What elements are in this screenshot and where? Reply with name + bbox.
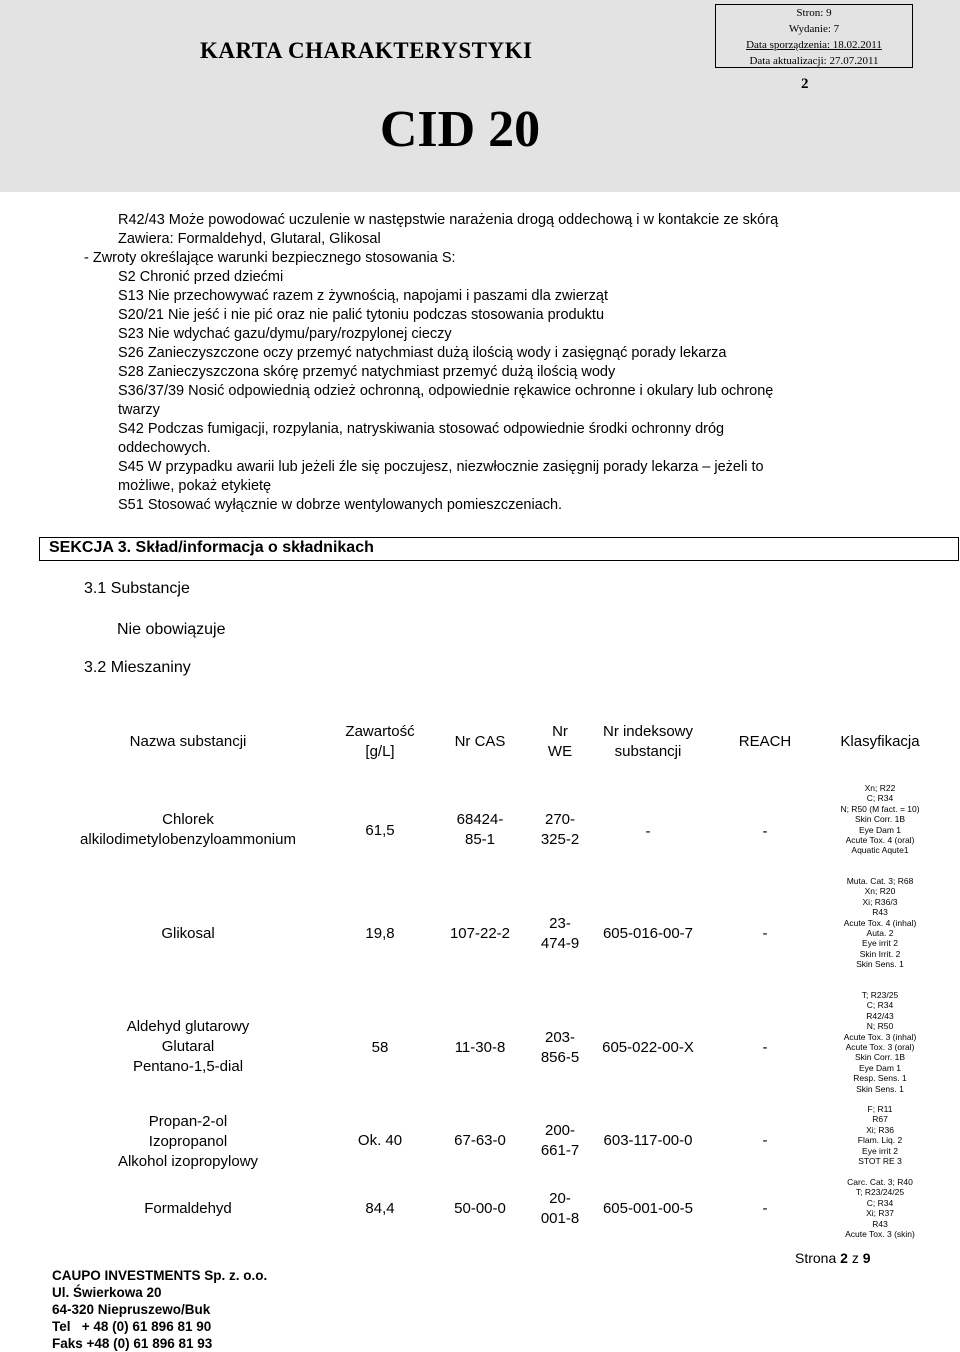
body-line: - Zwroty określające warunki bezpiecznego stosowania S: <box>84 250 456 266</box>
row-3-content: 58 <box>371 1039 389 1056</box>
row-4-name-line: Izopropanol <box>148 1133 228 1150</box>
classification-line: STOT RE 3 <box>858 1156 902 1167</box>
company-city: 64-320 Niepruszewo/Buk <box>52 1302 211 1317</box>
row-3-we-line: 203- <box>544 1029 576 1046</box>
row-5-reach: - <box>762 1200 768 1217</box>
row-1-cas <box>440 810 520 850</box>
classification-line: Carc. Cat. 3; R40 <box>847 1177 913 1187</box>
row-3-reach: - <box>762 1039 768 1056</box>
update-date: Data aktualizacji: 27.07.2011 <box>749 55 879 67</box>
body-line: S2 Chronić przed dziećmi <box>118 269 284 285</box>
row-4-name-line: Alkohol izopropylowy <box>117 1153 259 1170</box>
creation-date: Data sporządzenia: 18.02.2011 <box>746 39 882 51</box>
classification-line: R43 <box>872 907 888 918</box>
body-line: oddechowych. <box>118 440 211 456</box>
body-line: S28 Zanieczyszczona skórę przemyć natychmiast przemyć dużą ilością wody <box>118 364 616 380</box>
classification-line: C; R34 <box>866 793 894 804</box>
col-header-content-line2: [g/L] <box>365 743 395 760</box>
classification-line: Eye Dam 1 <box>858 1062 902 1073</box>
row-1-we-line: 325-2 <box>540 831 580 848</box>
row-4-content: Ok. 40 <box>357 1132 403 1149</box>
row-5-name: Formaldehyd <box>144 1200 232 1217</box>
row-3-name-line: Glutaral <box>161 1038 215 1055</box>
row-3-name-line: Aldehyd glutarowy <box>126 1018 250 1035</box>
row-2-classification <box>820 876 940 970</box>
row-1-name <box>48 810 328 850</box>
row-4-reach: - <box>762 1132 768 1149</box>
row-5-cas: 50-00-0 <box>454 1200 506 1217</box>
company-street: Ul. Świerkowa 20 <box>52 1285 162 1300</box>
company-name: CAUPO INVESTMENTS Sp. z. o.o. <box>52 1268 268 1283</box>
body-line: R42/43 Może powodować uczulenie w następstwie narażenia drogą oddechową i w kontakcie ze skórą <box>118 212 779 228</box>
product-name: CID 20 <box>379 101 541 158</box>
row-1-reach: - <box>762 823 768 840</box>
row-4-name <box>78 1112 298 1172</box>
classification-line: Eye irrit 2 <box>862 1145 898 1156</box>
row-1-we-line: 270- <box>544 811 576 828</box>
classification-line: Xn; R20 <box>864 886 896 897</box>
row-2-cas: 107-22-2 <box>449 925 511 942</box>
page-footer-prefix: Strona <box>795 1250 841 1266</box>
col-header-content <box>325 722 435 762</box>
classification-line: F; R11 <box>867 1104 893 1114</box>
body-line: Zawiera: Formaldehyd, Glutaral, Glikosal <box>118 231 381 247</box>
body-line: S20/21 Nie jeść i nie pić oraz nie palić tytoniu podczas stosowania produktu <box>118 307 605 323</box>
row-1-classification <box>820 783 940 856</box>
row-3-index: 605-022-00-X <box>602 1039 694 1056</box>
row-4-we-line: 200- <box>544 1122 576 1139</box>
col-header-we-line2: WE <box>547 743 573 760</box>
row-2-name: Glikosal <box>161 925 215 942</box>
body-line: twarzy <box>118 402 160 418</box>
page-footer-total: 9 <box>862 1250 871 1266</box>
col-header-content-line1: Zawartość <box>345 723 415 740</box>
classification-line: Skin Corr. 1B <box>854 814 906 825</box>
row-2-we-line: 23- <box>549 915 571 932</box>
classification-line: Acute Tox. 3 (skin) <box>845 1229 915 1240</box>
row-5-we-line: 20- <box>549 1190 571 1207</box>
row-3-classification <box>820 990 940 1094</box>
classification-line: T; R23/24/25 <box>855 1187 905 1198</box>
document-title: KARTA CHARAKTERYSTYKI <box>200 38 533 63</box>
subsection-3-1: 3.1 Substancje <box>84 580 190 597</box>
col-header-index-line1: Nr indeksowy <box>602 723 694 740</box>
row-4-cas: 67-63-0 <box>454 1132 506 1149</box>
classification-line: Xn; R22 <box>864 783 896 793</box>
col-header-reach: REACH <box>738 733 792 750</box>
page-footer-mid: z <box>847 1250 863 1266</box>
body-line: S23 Nie wdychać gazu/dymu/pary/rozpylonej cieczy <box>118 326 452 342</box>
classification-line: Acute Tox. 3 (oral) <box>845 1042 915 1053</box>
subsection-3-2: 3.2 Mieszaniny <box>84 659 191 676</box>
classification-line: Resp. Sens. 1 <box>853 1073 907 1084</box>
classification-line: Xi; R36/3 <box>862 896 898 907</box>
col-header-class: Klasyfikacja <box>840 733 920 750</box>
classification-line: C; R34 <box>866 1000 894 1011</box>
body-line: możliwe, pokaż etykietę <box>118 478 272 494</box>
page-count: Stron: 9 <box>796 7 832 19</box>
col-header-index <box>588 722 708 762</box>
classification-line: Acute Tox. 3 (inhal) <box>843 1031 917 1042</box>
classification-line: Muta. Cat. 3; R68 <box>846 876 914 886</box>
subsection-3-1-value: Nie obowiązuje <box>117 621 226 638</box>
classification-line: R67 <box>872 1114 888 1125</box>
section-3-heading <box>39 537 959 561</box>
col-header-name: Nazwa substancji <box>129 733 247 750</box>
row-4-name-line: Propan-2-ol <box>148 1113 228 1130</box>
row-3-we-line: 856-5 <box>540 1049 580 1066</box>
company-phone: Tel + 48 (0) 61 896 81 90 <box>52 1319 212 1334</box>
document-meta-box <box>715 4 913 68</box>
col-header-index-line2: substancji <box>614 743 682 760</box>
classification-line: Acute Tox. 4 (oral) <box>845 835 915 846</box>
page-footer-number <box>795 1250 871 1266</box>
classification-line: Skin Corr. 1B <box>854 1052 906 1063</box>
section-3-title: SEKCJA 3. Skład/informacja o składnikach <box>49 539 374 556</box>
col-header-cas: Nr CAS <box>454 733 506 750</box>
classification-line: Xi; R36 <box>866 1124 894 1135</box>
row-5-index: 605-001-00-5 <box>602 1200 694 1217</box>
classification-line: Eye irrit 2 <box>862 938 898 949</box>
row-3-name-line: Pentano-1,5-dial <box>132 1058 244 1075</box>
col-header-we-line1: Nr <box>552 723 568 740</box>
classification-line: Skin Sens. 1 <box>856 1083 904 1094</box>
body-line: S36/37/39 Nosić odpowiednią odzież ochronną, odpowiednie rękawice ochronne i okulary lub ochronę <box>118 383 774 399</box>
body-line: S45 W przypadku awarii lub jeżeli źle się poczujesz, niezwłocznie zasięgnij porady lekarza – jeżeli to <box>118 459 764 475</box>
body-line: S13 Nie przechowywać razem z żywnością, napojami i paszami dla zwierząt <box>118 288 608 304</box>
classification-line: N; R50 (M fact. = 10) <box>840 803 920 814</box>
row-5-content: 84,4 <box>365 1200 395 1217</box>
page-footer-current: 2 <box>840 1250 848 1266</box>
row-5-classification <box>820 1177 940 1239</box>
body-line: S51 Stosować wyłącznie w dobrze wentylowanych pomieszczeniach. <box>118 497 563 513</box>
classification-line: N; R50 <box>866 1021 894 1032</box>
row-5-we-line: 001-8 <box>540 1210 580 1227</box>
classification-line: Auta. 2 <box>866 928 894 939</box>
row-3-cas: 11-30-8 <box>454 1039 506 1056</box>
classification-line: Aquatic Aqute1 <box>851 845 909 856</box>
row-1-name-line: alkilodimetylobenzyloammonium <box>80 831 296 848</box>
row-4-we-line: 661-7 <box>540 1142 580 1159</box>
row-2-reach: - <box>762 925 768 942</box>
classification-line: Flam. Liq. 2 <box>857 1135 903 1146</box>
classification-line: Acute Tox. 4 (inhal) <box>843 917 917 928</box>
classification-line: Skin Irrit. 2 <box>859 948 901 959</box>
classification-line: R43 <box>872 1218 888 1229</box>
row-1-cas-line: 85-1 <box>464 831 496 848</box>
body-line: S42 Podczas fumigacji, rozpylania, natryskiwania stosować odpowiednie środki ochronny dróg <box>118 421 725 437</box>
classification-line: Skin Sens. 1 <box>856 959 904 970</box>
row-2-we-line: 474-9 <box>540 935 580 952</box>
row-2-index: 605-016-00-7 <box>602 925 694 942</box>
classification-line: T; R23/25 <box>861 990 899 1000</box>
row-3-name <box>78 1017 298 1077</box>
row-4-classification <box>820 1104 940 1166</box>
page-number: 2 <box>801 76 809 92</box>
classification-line: Xi; R37 <box>866 1208 894 1219</box>
row-1-cas-line: 68424- <box>456 811 504 828</box>
row-1-index: - <box>645 823 651 840</box>
row-1-name-line: Chlorek <box>162 811 214 828</box>
company-footer <box>52 1267 267 1352</box>
row-1-content: 61,5 <box>365 822 395 839</box>
row-2-content: 19,8 <box>365 925 395 942</box>
body-line: S26 Zanieczyszczone oczy przemyć natychmiast dużą ilością wody i zasięgnąć porady lekarza <box>118 345 727 361</box>
classification-line: R42/43 <box>866 1010 894 1021</box>
edition: Wydanie: 7 <box>788 23 840 35</box>
row-4-index: 603-117-00-0 <box>603 1132 693 1149</box>
classification-line: Eye Dam 1 <box>858 824 902 835</box>
company-fax: Faks +48 (0) 61 896 81 93 <box>52 1336 213 1351</box>
classification-line: C; R34 <box>866 1197 894 1208</box>
